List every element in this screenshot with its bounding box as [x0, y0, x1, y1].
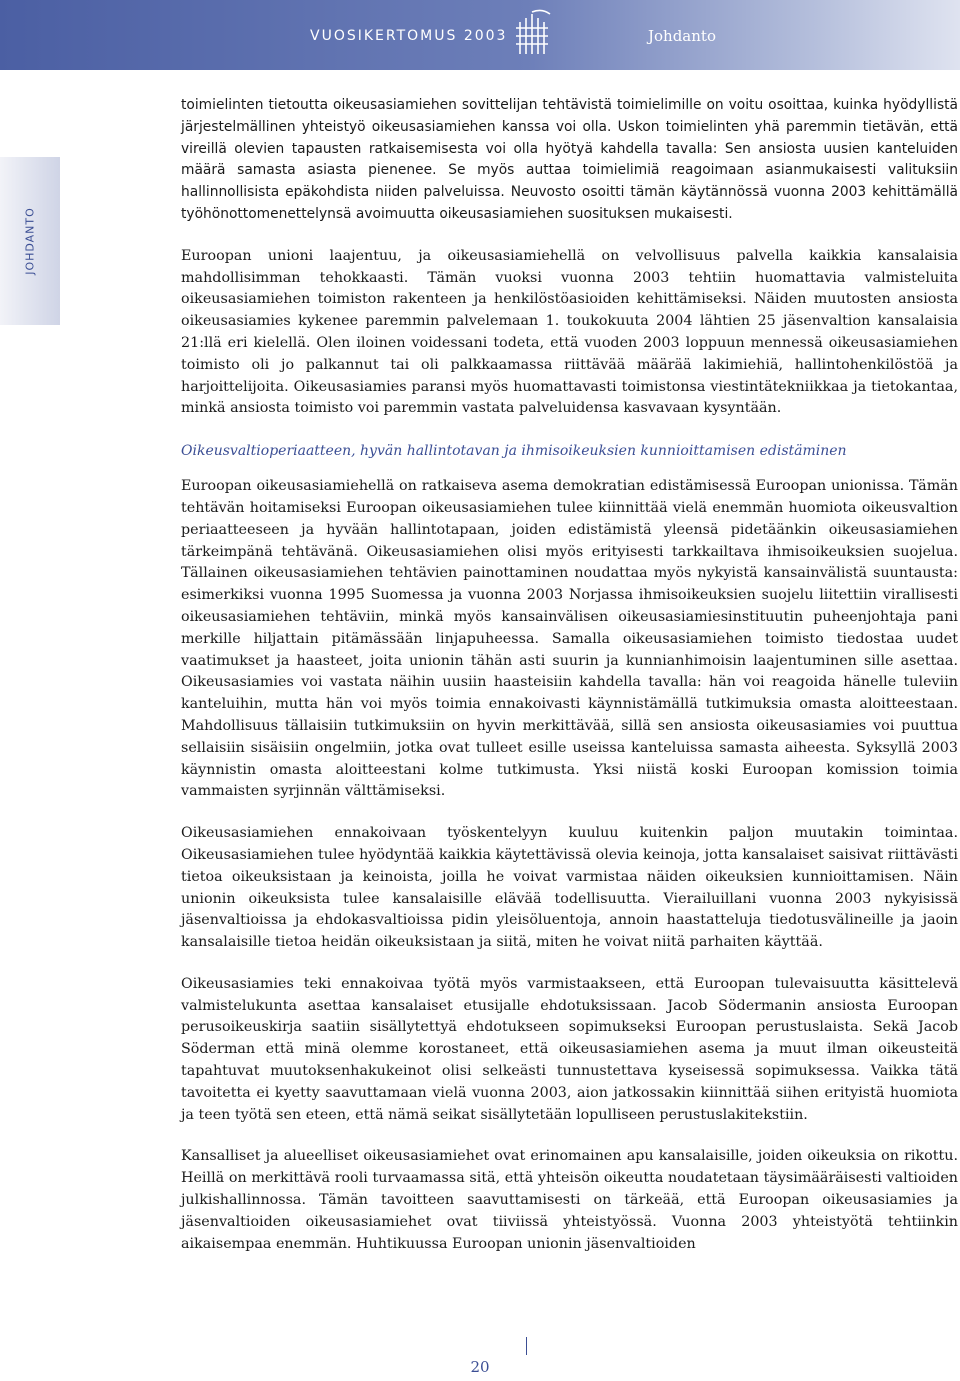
paragraph: Oikeusasiamiehen ennakoivaan työskentelyyn kuuluu kuitenkin paljon muutakin toimintaa. Oikeusasiamiehen tulee hyödyntää kaikkia käytettävissä olevia keinoja, jotta kansalaiset saisivat riittävästi tietoa oikeuksistaan ja keinoista, joilla he voivat varmistaa näiden oikeuksien kunnioittamisen. Näin unionin oikeuksista tulee kansalaisille elävää todellisuutta. Vierailuillani vuonna 2003 nykyisissä jäsenvaltioissa ja ehdokasvaltioissa pidin yleisöluentoja, annoin haastatteluja tiedotusvälineille ja jaoin kansalaisille tietoa heidän oikeuksistaan ja siitä, miten he voivat niitä parhaiten käyttää. — [181, 825, 958, 951]
paragraph: Kansalliset ja alueelliset oikeusasiamiehet ovat erinomainen apu kansalaisille, joiden oikeuksia on rikottu. Heillä on merkittävä rooli turvaamassa sitä, että yhteisön oikeutta noudatetaan täysimääräisesti valtioiden julkishallinnossa. Tämän tavoitteen saavuttamisesti on tärkeää, että Euroopan oikeusasiamies ja jäsenvaltioiden oikeusasiamiehet ovat tiiviissä yhteistyössä. Vuonna 2003 yhteistyötä tehtiinkin aikaisempaa enemmän. Huhtikuussa Euroopan unionin jäsenvaltioiden — [181, 1148, 958, 1252]
side-tab — [0, 157, 60, 325]
paragraph: Euroopan oikeusasiamiehellä on ratkaiseva asema demokratian edistämisessä Euroopan unionissa. Tämän tehtävän hoitamiseksi Euroopan oikeusasiamiehen tulee kiinnittää vielä enemmän huomiota oikeusvaltion periaatteeseen ja hyvään hallintotapaan, joiden edistämistä yleensä pidetäänkin oikeusasiamiehen tärkeimpänä tehtävänä. Oikeusasiamiehen olisi myös erityisesti tarkkailtava ihmisoikeuksien suojelua. Tällainen oikeusasiamiehen tehtävien painottaminen noudattaa myös nykyistä kansainvälistä suuntausta: esimerkiksi vuonna 1995 Suomessa ja vuonna 2003 Norjassa ihmisoikeuksien suojelu liitettiin virallisesti oikeusasiamiehen tehtäviin, minkä myös kansainvälisen oikeusasiamiesinstituutin puheenjohtaja pani merkille hiljattain pitämässään linjapuheessa. Samalla oikeusasiamiehen toimisto tiedostaa uudet vaatimukset ja haasteet, joita unionin tähän asti suurin ja kunnianhimoisin laajentuminen sille asettaa. Oikeusasiamies voi vastata näihin uusiin haasteisiin kahdella tavalla: hän voi reagoida hänelle tuleviin kanteluihin, mutta hän voi myös toimia ennakoivasti käynnistämällä tutkimuksia omasta aloitteestaan. Mahdollisuus tällaisiin tutkimuksiin on hyvin merkittävää, sillä sen ansiosta oikeusasiamies voi puuttua sellaisiin sisäisiin ongelmiin, jotka ovat tulleet esille useissa kanteluissa samasta aiheesta. Syksyllä 2003 käynnistin omasta aloitteestani kolme tutkimusta. Yksi niistä koski Euroopan komission toimia vammaisten syrjinnän välttämiseksi. — [181, 478, 958, 800]
page-number: 20 — [470, 1358, 490, 1376]
page-number-divider — [526, 1337, 527, 1355]
ombudsman-logo-icon — [512, 8, 552, 60]
side-tab-label: JOHDANTO — [23, 207, 37, 275]
section-heading: Oikeusvaltioperiaatteen, hyvän hallintotavan ja ihmisoikeuksien kunnioittamisen edistäminen — [181, 443, 847, 460]
paragraph: toimielinten tietoutta oikeusasiamiehen sovittelijan tehtävistä toimielimille on voitu osoittaa, kuinka hyödyllistä järjestelmällinen yhteistyö oikeusasiamiehen kanssa voi olla. Uskon toimielinten yhä paremmin tietävän, että vireillä olevien tapausten ratkaisemisesta voi olla hyötyä kahdella tavalla: Sen ansiosta uusien kanteluiden määrä samasta asiasta pienenee. Se myös auttaa toimielimiä reagoimaan asianmukaisesti valituksiin hallinnollisista epäkohdista niiden palveluissa. Neuvosto osoitti tämän käytännössä vuonna 2003 kehittämällä työhönottomenettelynsä avoimuutta oikeusasiamiehen suosituksen mukaisesti. — [181, 97, 958, 222]
main-content — [181, 95, 958, 1275]
page-header — [0, 0, 960, 70]
section-label: Johdanto — [648, 27, 716, 45]
report-title: VUOSIKERTOMUS 2003 — [310, 28, 508, 44]
paragraph: Euroopan unioni laajentuu, ja oikeusasiamiehellä on velvollisuus palvella kaikkia kansalaisia mahdollisimman tehokkaasti. Tämän vuoksi vuonna 2003 tehtiin huomattavia valmisteluita oikeusasiamiehen toimiston rakenteen ja henkilöstöasioiden kehittämiseksi. Näiden muutosten ansiosta oikeusasiamies kykenee paremmin palvelemaan 1. toukokuuta 2004 lähtien 25 jäsenvaltion kansalaisia 21:llä eri kielellä. Olen iloinen voidessani todeta, että vuoden 2003 loppuun mennessä oikeusasiamiehen toimisto oli jo palkannut tai oli palkkaamassa riittävää määrää lakimiehiä, hallintohenkilöstöä ja harjoittelijoita. Oikeusasiamies paransi myös huomattavasti toimistonsa viestintätekniikkaa ja tietokantaa, minkä ansiosta toimisto voi paremmin vastata palveluidensa kasvavaan kysyntään. — [181, 247, 958, 417]
paragraph: Oikeusasiamies teki ennakoivaa työtä myös varmistaakseen, että Euroopan tulevaisuutta käsittelevä valmistelukunta asettaa kansalaiset etusijalle ehdotuksissaan. Jacob Södermanin ansiosta Euroopan perusoikeuskirja saatiin sisällytettyä ehdotukseen sopimukseksi Euroopan perustuslaista. Sekä Jacob Söderman että minä olemme korostaneet, että oikeusasiamiehen asema ja muut ilman oikeusteitä tapahtuvat muutoksenhakukeinot olisi selkeästi tunnustettava kyseisessä sopimuksessa. Vaikka tätä tavoitetta ei kyetty saavuttamaan vielä vuonna 2003, aion jatkossakin kiinnittää siihen erityistä huomiota ja teen työtä sen eteen, että nämä seikat sisällytetään lopulliseen perustuslakitekstiin. — [181, 975, 958, 1123]
